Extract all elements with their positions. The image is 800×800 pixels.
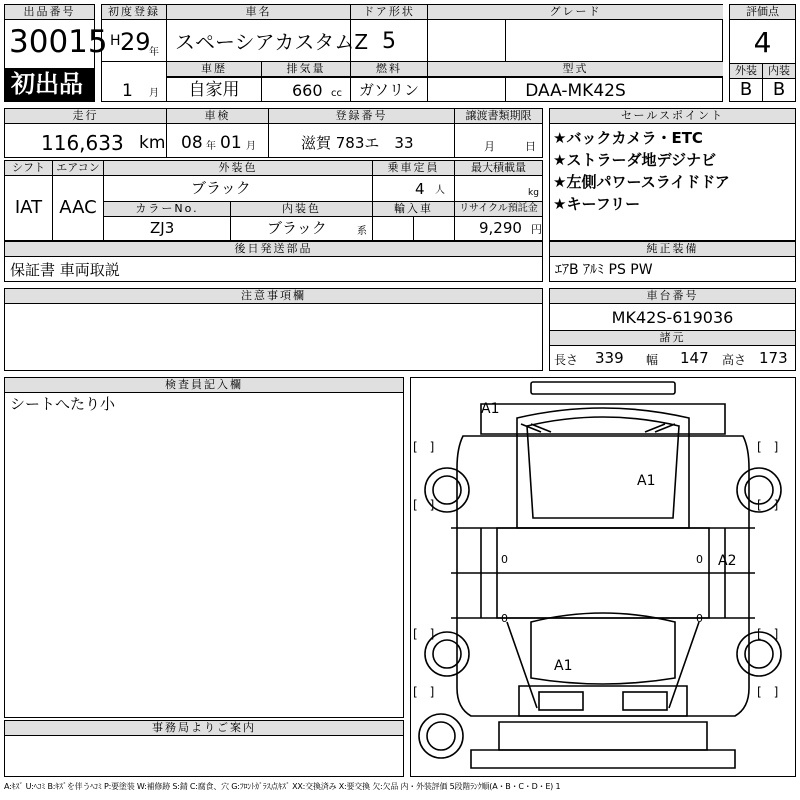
width-label: 幅	[646, 353, 659, 367]
chassis-label: 車台番号	[550, 289, 795, 304]
model-value: DAA-MK42S	[525, 81, 626, 101]
notes-label: 注意事項欄	[5, 289, 542, 304]
interior-color-label: 内装色	[231, 202, 372, 217]
grade-label: グレード	[428, 5, 723, 20]
displacement-value: 660	[292, 81, 323, 100]
recycle-unit: 円	[531, 223, 542, 236]
later-parts-box	[4, 241, 543, 282]
bracket-mark: [ ]	[757, 498, 779, 512]
height-label: 高さ	[722, 353, 747, 367]
zero-mark: 0	[501, 553, 508, 566]
damage-mark: A2	[718, 553, 737, 569]
displacement-label: 排気量	[262, 62, 350, 77]
office-label: 事務局よりご案内	[5, 721, 403, 736]
damage-mark: A1	[481, 401, 500, 417]
displacement-unit: cc	[331, 88, 342, 99]
bracket-mark: [ ]	[413, 440, 435, 454]
mileage-label: 走行	[5, 109, 166, 124]
damage-mark: A1	[637, 473, 656, 489]
aircon-label: エアコン	[53, 161, 103, 176]
later-parts-value: 保証書 車両取説	[10, 261, 120, 279]
first-reg-year: 29	[120, 28, 151, 56]
shift-label: シフト	[5, 161, 52, 176]
plate-label: 登録番号	[269, 109, 454, 124]
first-reg-month-unit: 月	[149, 88, 159, 99]
car-outline	[411, 378, 795, 776]
plate-value: 滋賀 783エ 33	[301, 134, 414, 152]
capacity-value: 4	[415, 180, 425, 198]
car-name-value: スペーシアカスタムZ	[175, 30, 369, 54]
length-value: 339	[595, 349, 624, 367]
bracket-mark: [ ]	[413, 627, 435, 641]
transfer-month-unit: 月	[484, 140, 495, 153]
exterior-color-label: 外装色	[104, 161, 372, 176]
transfer-day-unit: 日	[525, 140, 536, 153]
specs-label: 諸元	[550, 331, 795, 346]
first-reg-era: H	[110, 33, 121, 49]
first-listing-badge-text: 初出品	[11, 70, 83, 98]
lot-box	[4, 4, 108, 102]
top-row-box	[101, 4, 723, 102]
sales-point-item: ★バックカメラ・ETC	[553, 129, 703, 147]
sales-point-item: ★キーフリー	[553, 195, 641, 213]
import-label: 輸入車	[373, 202, 454, 217]
exterior-color-value: ブラック	[191, 179, 251, 197]
mileage-value: 116,633	[41, 131, 124, 155]
sales-points-label: セールスポイント	[550, 109, 795, 124]
inspector-label: 検査員記入欄	[5, 378, 403, 393]
bracket-mark: [ ]	[757, 440, 779, 454]
zero-mark: 0	[696, 612, 703, 625]
interior-label: 内装	[763, 64, 795, 79]
bracket-mark: [ ]	[413, 685, 435, 699]
equipment-value: ｴｱB ｱﾙﾐ PS PW	[555, 262, 653, 278]
height-value: 173	[759, 349, 788, 367]
sales-points-box	[549, 108, 796, 241]
notes-box	[4, 288, 543, 371]
first-reg-label: 初度登録	[102, 5, 166, 20]
max-load-unit: kg	[528, 188, 539, 198]
first-reg-year-unit: 年	[149, 47, 159, 58]
capacity-unit: 人	[435, 185, 445, 196]
first-reg-month: 1	[122, 81, 133, 101]
doors-label: ドア形状	[351, 5, 427, 20]
doors-value: 5	[382, 29, 396, 54]
aircon-value: AAC	[59, 197, 97, 218]
color-no-label: カラーNo.	[104, 202, 230, 217]
chassis-value: MK42S-619036	[611, 308, 734, 327]
car-name-label: 車名	[167, 5, 350, 20]
equipment-box	[549, 241, 796, 282]
transfer-docs-label: 譲渡書類期限	[455, 109, 542, 124]
equipment-label: 純正装備	[550, 242, 795, 257]
mileage-row-box	[4, 108, 543, 158]
recycle-label: リサイクル預託金	[455, 202, 542, 217]
capacity-label: 乗車定員	[373, 161, 454, 176]
inspector-box	[4, 377, 404, 718]
damage-diagram	[410, 377, 796, 777]
recycle-value: 9,290	[479, 219, 522, 237]
lot-number: 30015	[9, 24, 108, 60]
fuel-label: 燃料	[351, 62, 427, 77]
bracket-mark: [ ]	[757, 685, 779, 699]
interior-grade: B	[772, 79, 786, 100]
legend-text: A:ｷｽﾞ U:ﾍｺﾐ B:ｷｽﾞを伴うﾍｺﾐ P:要塗装 W:補修跡 S:錆 C:腐食、穴 G:ﾌﾛﾝﾄｶﾞﾗｽ点ｷｽﾞ XX:交換済み X:要交換 欠:欠品 内・外装評価 5段階ﾗﾝｸ順(A・B・C・D・E) 1	[4, 782, 561, 791]
zero-mark: 0	[501, 612, 508, 625]
spec-row-box	[4, 160, 543, 241]
color-no-value: ZJ3	[150, 219, 175, 237]
model-label: 型式	[428, 62, 723, 77]
inspection-year-unit: 年	[206, 141, 216, 152]
inspection-label: 車検	[167, 109, 268, 124]
sales-point-item: ★ストラーダ地デジナビ	[553, 151, 717, 169]
mileage-unit: km	[139, 133, 166, 153]
score-box	[729, 4, 796, 102]
chassis-box	[549, 288, 796, 371]
shift-value: IAT	[14, 197, 43, 218]
history-label: 車歴	[167, 62, 261, 77]
exterior-label: 外装	[730, 64, 762, 79]
zero-mark: 0	[696, 553, 703, 566]
bracket-mark: [ ]	[757, 627, 779, 641]
score-label: 評価点	[730, 5, 795, 20]
sales-point-item: ★左側パワースライドドア	[553, 173, 730, 191]
fuel-value: ガソリン	[358, 81, 419, 99]
history-value: 自家用	[188, 80, 240, 100]
inspector-value: シートへたり小	[10, 395, 116, 413]
exterior-grade: B	[739, 79, 753, 100]
inspection-year: 08	[181, 133, 203, 153]
office-box	[4, 720, 404, 777]
inspection-month: 01	[220, 133, 242, 153]
interior-color-suffix: 系	[357, 226, 367, 237]
inspection-month-unit: 月	[246, 141, 256, 152]
interior-color-value: ブラック	[267, 219, 327, 237]
later-parts-label: 後日発送部品	[5, 242, 542, 257]
damage-mark: A1	[554, 658, 573, 674]
max-load-label: 最大積載量	[455, 161, 542, 176]
bracket-mark: [ ]	[413, 498, 435, 512]
length-label: 長さ	[554, 353, 579, 367]
score-value: 4	[753, 26, 772, 59]
lot-label: 出品番号	[5, 5, 94, 20]
width-value: 147	[680, 349, 709, 367]
